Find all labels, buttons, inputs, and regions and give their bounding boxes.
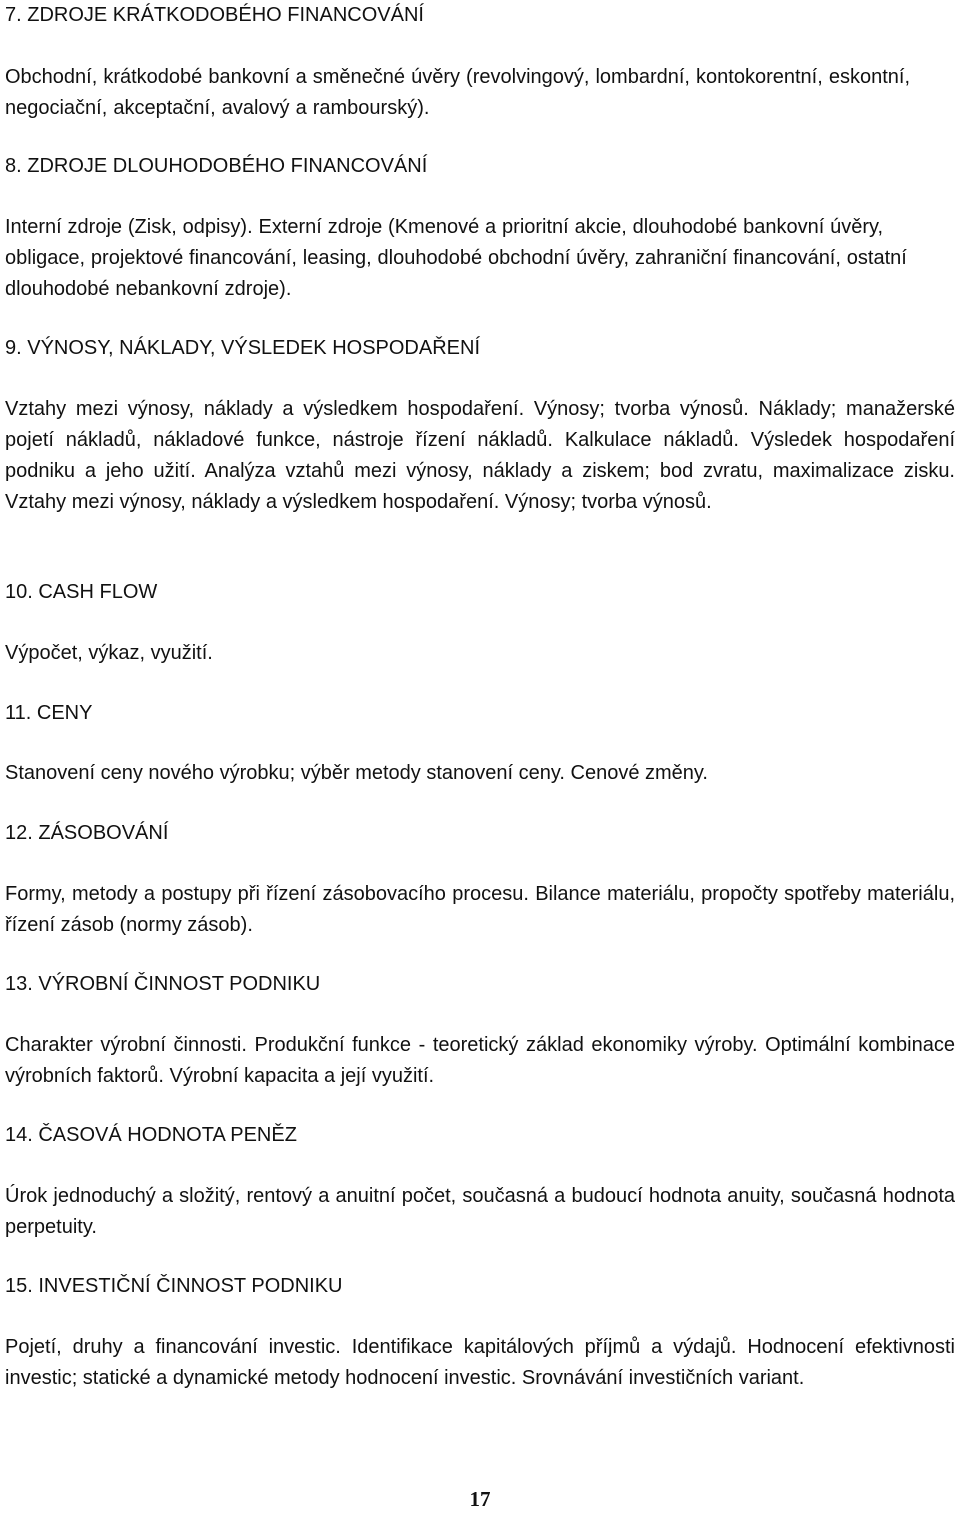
- section-body: Interní zdroje (Zisk, odpisy). Externí zdroje (Kmenové a prioritní akcie, dlouhodobé bankovní úvěry, obligace, projektové financování, leasing, dlouhodobé obchodní úvěry, zahraniční financování, ostatní dlouhodobé nebankovní zdroje).: [5, 216, 907, 300]
- section-body: Výpočet, výkaz, využití.: [5, 642, 213, 664]
- section-heading: 9. VÝNOSY, NÁKLADY, VÝSLEDEK HOSPODAŘENÍ: [5, 337, 480, 359]
- section-body: Vztahy mezi výnosy, náklady a výsledkem hospodaření. Výnosy; tvorba výnosů. Náklady; manažerské pojetí nákladů, nákladové funkce, nástroje řízení nákladů. Kalkulace nákladů. Výsledek hospodaření podniku a jeho užití. Analýza vztahů mezi výnosy, náklady a ziskem; bod zvratu, maximalizace zisku. Vztahy mezi výnosy, náklady a výsledkem hospodaření. Výnosy; tvorba výnosů.: [5, 398, 955, 513]
- section-heading: 15. INVESTIČNÍ ČINNOST PODNIKU: [5, 1275, 343, 1297]
- section-heading: 13. VÝROBNÍ ČINNOST PODNIKU: [5, 973, 321, 995]
- section-body: Úrok jednoduchý a složitý, rentový a anuitní počet, současná a budoucí hodnota anuity, současná hodnota perpetuity.: [5, 1185, 955, 1238]
- page-number: 17: [469, 1487, 491, 1511]
- section-heading: 11. CENY: [5, 702, 93, 724]
- section-body: Pojetí, druhy a financování investic. Identifikace kapitálových příjmů a výdajů. Hodnocení efektivnosti investic; statické a dynamické metody hodnocení investic. Srovnávání investičních variant.: [5, 1336, 955, 1389]
- section-body: Charakter výrobní činnosti. Produkční funkce - teoretický základ ekonomiky výroby. Optimální kombinace výrobních faktorů. Výrobní kapacita a její využití.: [5, 1034, 955, 1087]
- section-heading: 8. ZDROJE DLOUHODOBÉHO FINANCOVÁNÍ: [5, 155, 428, 177]
- section-body: Formy, metody a postupy při řízení zásobovacího procesu. Bilance materiálu, propočty spotřeby materiálu, řízení zásob (normy zásob).: [5, 883, 955, 936]
- section-heading: 10. CASH FLOW: [5, 581, 158, 603]
- section-heading: 14. ČASOVÁ HODNOTA PENĚZ: [5, 1124, 297, 1146]
- section-body: Stanovení ceny nového výrobku; výběr metody stanovení ceny. Cenové změny.: [5, 762, 708, 784]
- section-heading: 12. ZÁSOBOVÁNÍ: [5, 822, 169, 844]
- section-body: Obchodní, krátkodobé bankovní a směnečné úvěry (revolvingový, lombardní, kontokorentní, eskontní, negociační, akceptační, avalový a rambourský).: [5, 66, 911, 119]
- section-heading: 7. ZDROJE KRÁTKODOBÉHO FINANCOVÁNÍ: [5, 4, 424, 26]
